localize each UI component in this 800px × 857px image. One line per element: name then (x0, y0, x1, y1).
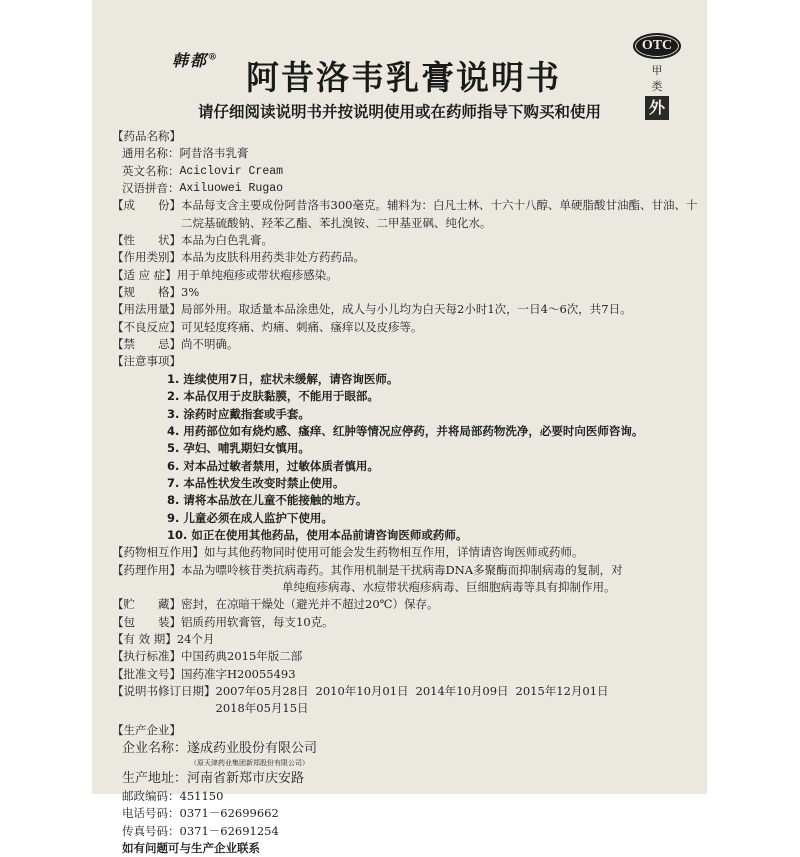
page-title: 阿昔洛韦乳膏说明书 (246, 58, 561, 97)
section-label: 【执行标准】 (112, 649, 181, 664)
list-item: 9. 儿童必须在成人监护下使用。 (167, 510, 333, 525)
section-label: 【注意事项】 (112, 354, 181, 369)
revision-date: 2018年05月15日 (215, 701, 309, 716)
section-ingredients (112, 197, 702, 232)
list-item: 8. 请将本品放在儿童不能接触的地方。 (167, 493, 368, 508)
fax: 0371－62691254 (179, 823, 279, 838)
section-value: 本品为嘌呤核苷类抗病毒药。其作用机制是干扰病毒DNA多聚酶而抑制病毒的复制，对 (181, 562, 623, 577)
page-subtitle: 请仔细阅读说明书并按说明使用或在药师指导下购买和使用 (197, 103, 601, 121)
section-indication (112, 267, 702, 284)
external-use-icon: 外 (645, 96, 669, 120)
leaflet-content (112, 128, 702, 857)
section-label: 【性 状】 (112, 233, 181, 248)
section-manufacturer (112, 722, 702, 739)
section-label: 【作用类别】 (112, 250, 181, 265)
generic-name: 阿昔洛韦乳膏 (179, 146, 249, 161)
field-label: 企业名称： (122, 741, 188, 757)
generic-name-row (112, 145, 702, 162)
section-pharmacology (112, 562, 702, 579)
section-approval (112, 666, 702, 683)
otc-badge (627, 33, 687, 120)
address-row (112, 769, 702, 788)
section-label: 【适 应 症】 (112, 267, 177, 282)
section-appearance (112, 232, 702, 249)
section-value: 用于单纯疱疹或带状疱疹感染。 (176, 267, 338, 282)
section-label: 【包 装】 (112, 614, 181, 629)
list-item: 4. 用药部位如有烧灼感、瘙痒、红肿等情况应停药，并将局部药物洗净，必要时向医师咨询。 (167, 423, 644, 438)
otc-category: 甲类 (651, 64, 677, 93)
section-label: 【禁 忌】 (112, 337, 181, 352)
pinyin-name: Axiluowei Rugao (179, 182, 284, 196)
section-package (112, 614, 702, 631)
english-name: Aciclovir Cream (179, 164, 284, 178)
section-label: 【说明书修订日期】 (112, 684, 216, 698)
section-interactions (112, 544, 702, 561)
precautions-list (112, 371, 702, 544)
phone: 0371－62699662 (179, 806, 279, 821)
english-name-row (112, 163, 702, 180)
section-label: 【贮 藏】 (112, 597, 181, 612)
section-storage (112, 596, 702, 613)
section-value: 本品为皮肤科用药类非处方药药品。 (181, 250, 365, 265)
section-label: 【用法用量】 (112, 302, 181, 317)
section-drug-name (112, 128, 702, 145)
manufacturer-name: 遂成药业股份有限公司 (187, 741, 318, 757)
section-label: 【药理作用】 (112, 562, 181, 577)
registered-mark: ® (208, 52, 220, 63)
otc-icon: OTC (633, 33, 681, 59)
postcode: 451150 (179, 789, 224, 804)
section-value: 局部外用。取适量本品涂患处，成人与小儿均为白天每2小时1次，一日4～6次，共7日。 (181, 302, 632, 317)
list-item: 2. 本品仅用于皮肤黏膜，不能用于眼部。 (167, 389, 379, 404)
revision-date: 2010年10月01日 (315, 684, 409, 698)
section-value: 本品每支含主要成份阿昔洛韦300毫克。辅料为：白凡士林、十六十八醇、单硬脂酸甘油酯、甘油、十二烷基硫酸钠、羟苯乙酯、苯扎溴铵、二甲基亚砜、纯化水。 (181, 198, 698, 230)
field-label: 传真号码： (122, 823, 180, 838)
section-label: 【药品名称】 (112, 129, 181, 143)
section-adverse (112, 319, 702, 336)
section-value: 国药准字H20055493 (181, 666, 296, 681)
section-category (112, 249, 702, 266)
postcode-row (112, 788, 702, 805)
field-label: 汉语拼音： (122, 181, 180, 196)
list-item: 5. 孕妇、哺乳期妇女慎用。 (167, 441, 310, 456)
section-value: 尚不明确。 (181, 337, 239, 352)
section-revision-dates (112, 683, 702, 718)
revision-date: 2007年05月28日 (215, 684, 309, 698)
section-label: 【批准文号】 (112, 666, 181, 681)
pinyin-row (112, 180, 702, 197)
section-value: 可见轻度疼痛、灼痛、刺痛、瘙痒以及皮疹等。 (181, 319, 423, 334)
section-spec (112, 284, 702, 301)
section-validity (112, 631, 702, 648)
phone-row (112, 805, 702, 822)
contact-note: 如有问题可与生产企业联系 (122, 841, 260, 856)
field-label: 英文名称： (122, 163, 180, 178)
section-label: 【生产企业】 (112, 722, 181, 737)
list-item: 1. 连续使用7日，症状未缓解，请咨询医师。 (167, 371, 399, 386)
field-label: 生产地址： (122, 771, 188, 787)
section-dosage (112, 301, 702, 318)
brand-name: 韩都 (172, 51, 209, 70)
section-label: 【规 格】 (112, 285, 181, 300)
section-value: 3% (181, 285, 200, 300)
section-label: 【成 份】 (112, 198, 181, 213)
leaflet-paper (92, 0, 707, 856)
section-value: 如与其他药物同时使用可能会发生药物相互作用，详情请咨询医师或药师。 (204, 545, 584, 560)
list-item: 6. 对本品过敏者禁用，过敏体质者慎用。 (167, 458, 379, 473)
manufacturer-name-row (112, 739, 702, 758)
section-value: 铝质药用软膏管，每支10克。 (181, 614, 334, 629)
former-name: （原天津药业集团新郑股份有限公司） (190, 759, 309, 768)
list-item: 3. 涂药时应戴指套或手套。 (167, 406, 310, 421)
section-value: 密封，在凉暗干燥处（避光并不超过20℃）保存。 (181, 597, 439, 612)
section-standard (112, 648, 702, 665)
field-label: 电话号码： (122, 806, 180, 821)
revision-date: 2015年12月01日 (515, 684, 609, 698)
section-label: 【有 效 期】 (112, 631, 177, 646)
list-item: 7. 本品性状发生改变时禁止使用。 (167, 475, 345, 490)
list-item: 10. 如正在使用其他药品，使用本品前请咨询医师或药师。 (167, 527, 468, 542)
section-precautions (112, 353, 702, 370)
pharmacology-continued: 单纯疱疹病毒、水痘带状疱疹病毒、巨细胞病毒等具有抑制作用。 (282, 579, 616, 594)
address: 河南省新郑市庆安路 (187, 771, 305, 787)
section-label: 【不良反应】 (112, 319, 181, 334)
revision-date: 2014年10月09日 (415, 684, 509, 698)
section-value: 本品为白色乳膏。 (181, 233, 273, 248)
section-value: 24个月 (176, 631, 215, 646)
section-contraindications (112, 336, 702, 353)
field-label: 邮政编码： (122, 789, 180, 804)
section-value: 中国药典2015年版二部 (181, 649, 303, 664)
section-label: 【药物相互作用】 (112, 545, 204, 560)
revision-dates (216, 683, 703, 718)
fax-row (112, 823, 702, 840)
field-label: 通用名称： (122, 146, 180, 161)
